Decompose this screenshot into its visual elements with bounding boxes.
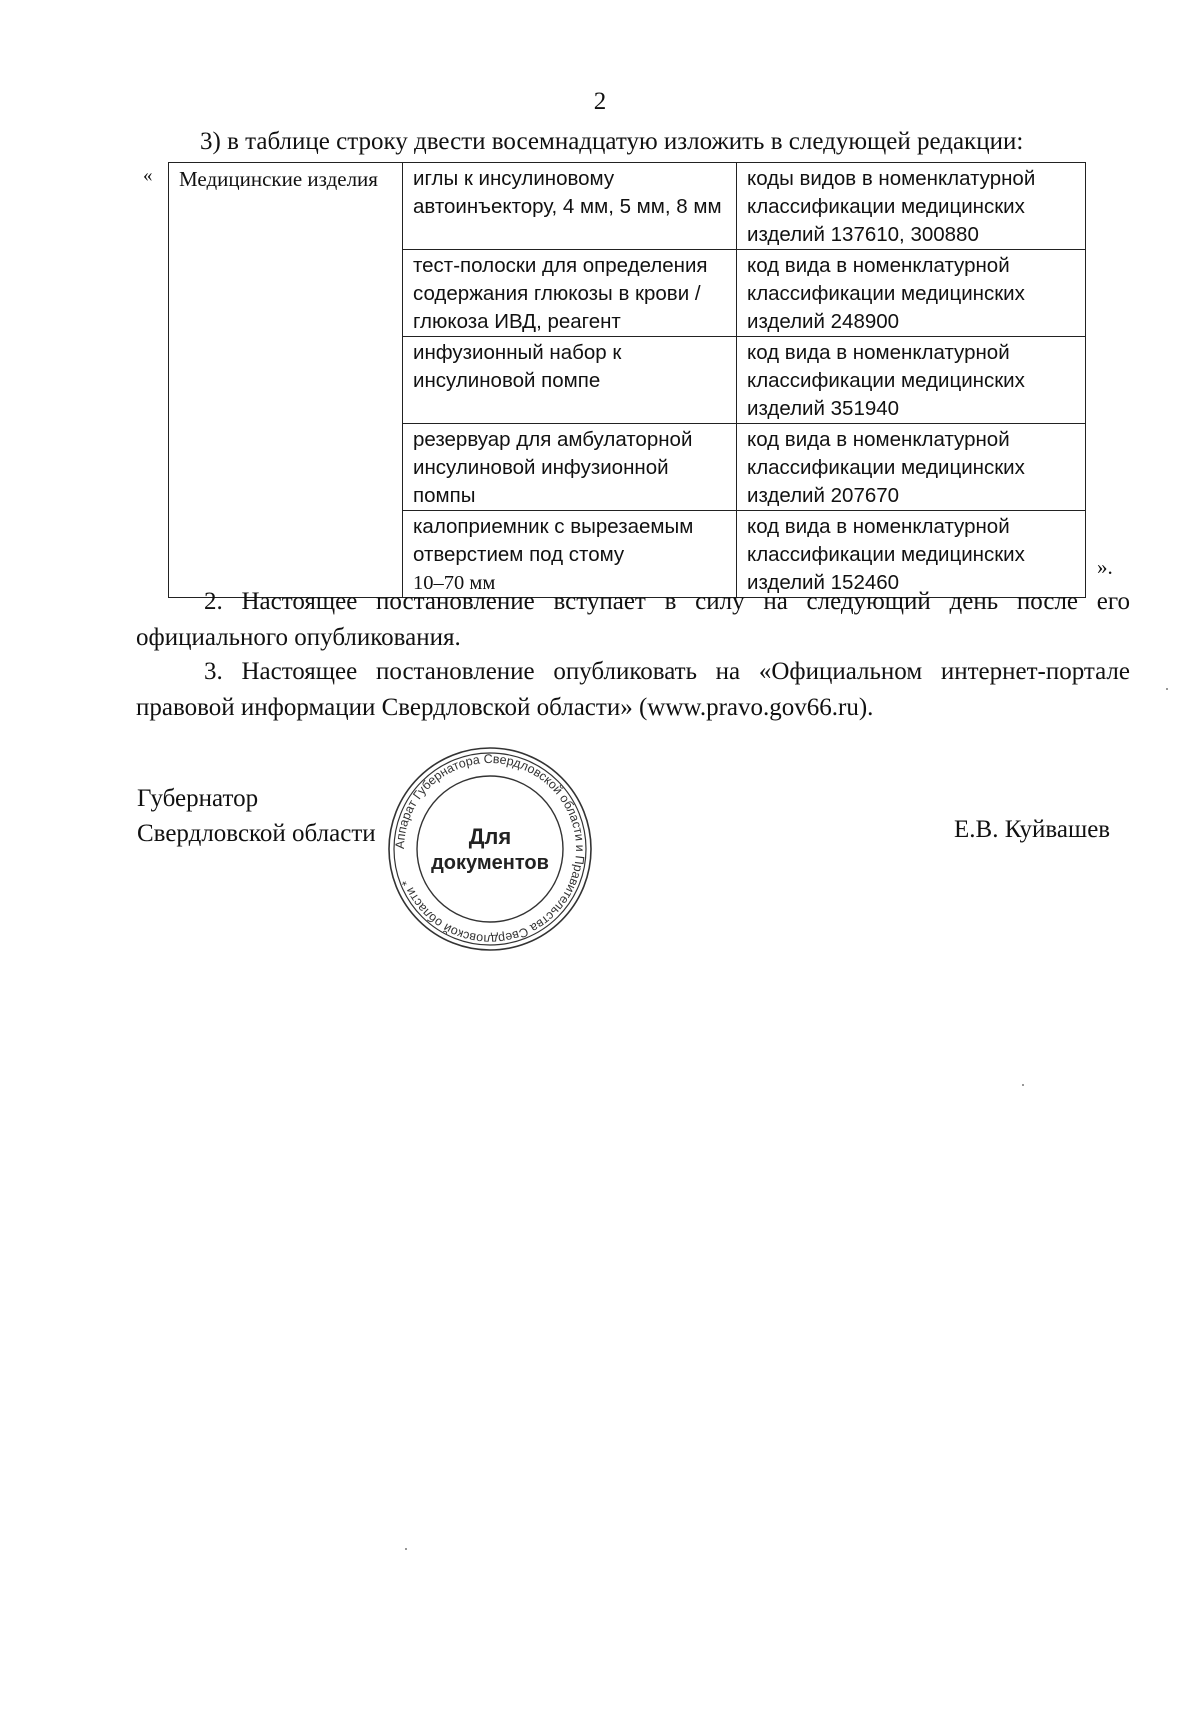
stamp-ring-text: Аппарат Губернатора Свердловской области и Правительства Свердловской области *: [392, 751, 588, 947]
paragraph-text: 2. Настоящее постановление вступает в силу на следующий день после его официального опубликования.: [136, 588, 1130, 651]
paragraph-text: 3. Настоящее постановление опубликовать на «Официальном интернет-портале правовой информации Свердловской области» (www.pravo.gov66.ru).: [136, 658, 1130, 721]
scan-speck: [1166, 688, 1168, 690]
scan-speck: [1022, 1084, 1024, 1086]
table-close-quote: ».: [1097, 555, 1113, 579]
amendment-table: [168, 162, 1086, 598]
item-name-cell: иглы к инсулиновому автоинъектору, 4 мм, 5 мм, 8 мм: [403, 163, 737, 250]
item-name-cell: резервуар для амбулаторной инсулиновой инфузионной помпы: [403, 424, 737, 511]
position-region: Свердловской области: [137, 820, 376, 847]
item-name-text: калоприемник с вырезаемым отверстием под стому: [413, 515, 694, 566]
amendment-intro: 3) в таблице строку двести восемнадцатую изложить в следующей редакции:: [200, 128, 1024, 155]
official-stamp: [385, 744, 595, 954]
item-code-cell: код вида в номенклатурной классификации медицинских изделий 152460: [737, 511, 1086, 598]
item-name-cell: инфузионный набор к инсулиновой помпе: [403, 337, 737, 424]
paragraph-effective-date: [136, 584, 1130, 656]
paragraph-publication: [136, 654, 1130, 726]
item-code-cell: код вида в номенклатурной классификации медицинских изделий 207670: [737, 424, 1086, 511]
page-number: 2: [593, 88, 607, 115]
item-name-size: 10–70 мм: [413, 572, 496, 594]
scan-speck: [405, 1548, 407, 1550]
stamp-center-line1: Для: [468, 824, 512, 849]
signatory-position: [137, 781, 376, 851]
item-code-cell: код вида в номенклатурной классификации медицинских изделий 248900: [737, 250, 1086, 337]
item-code-cell: коды видов в номенклатурной классификации медицинских изделий 137610, 300880: [737, 163, 1086, 250]
table-row: [169, 163, 1086, 250]
stamp-center-line2: документов: [431, 852, 549, 874]
item-code-cell: код вида в номенклатурной классификации медицинских изделий 351940: [737, 337, 1086, 424]
item-name-cell: тест-полоски для определения содержания глюкозы в крови / глюкоза ИВД, реагент: [403, 250, 737, 337]
category-cell: Медицинские изделия: [169, 163, 403, 598]
position-title: Губернатор: [137, 785, 259, 812]
signatory-name: Е.В. Куйвашев: [954, 816, 1111, 843]
table-open-quote: «: [143, 165, 153, 186]
